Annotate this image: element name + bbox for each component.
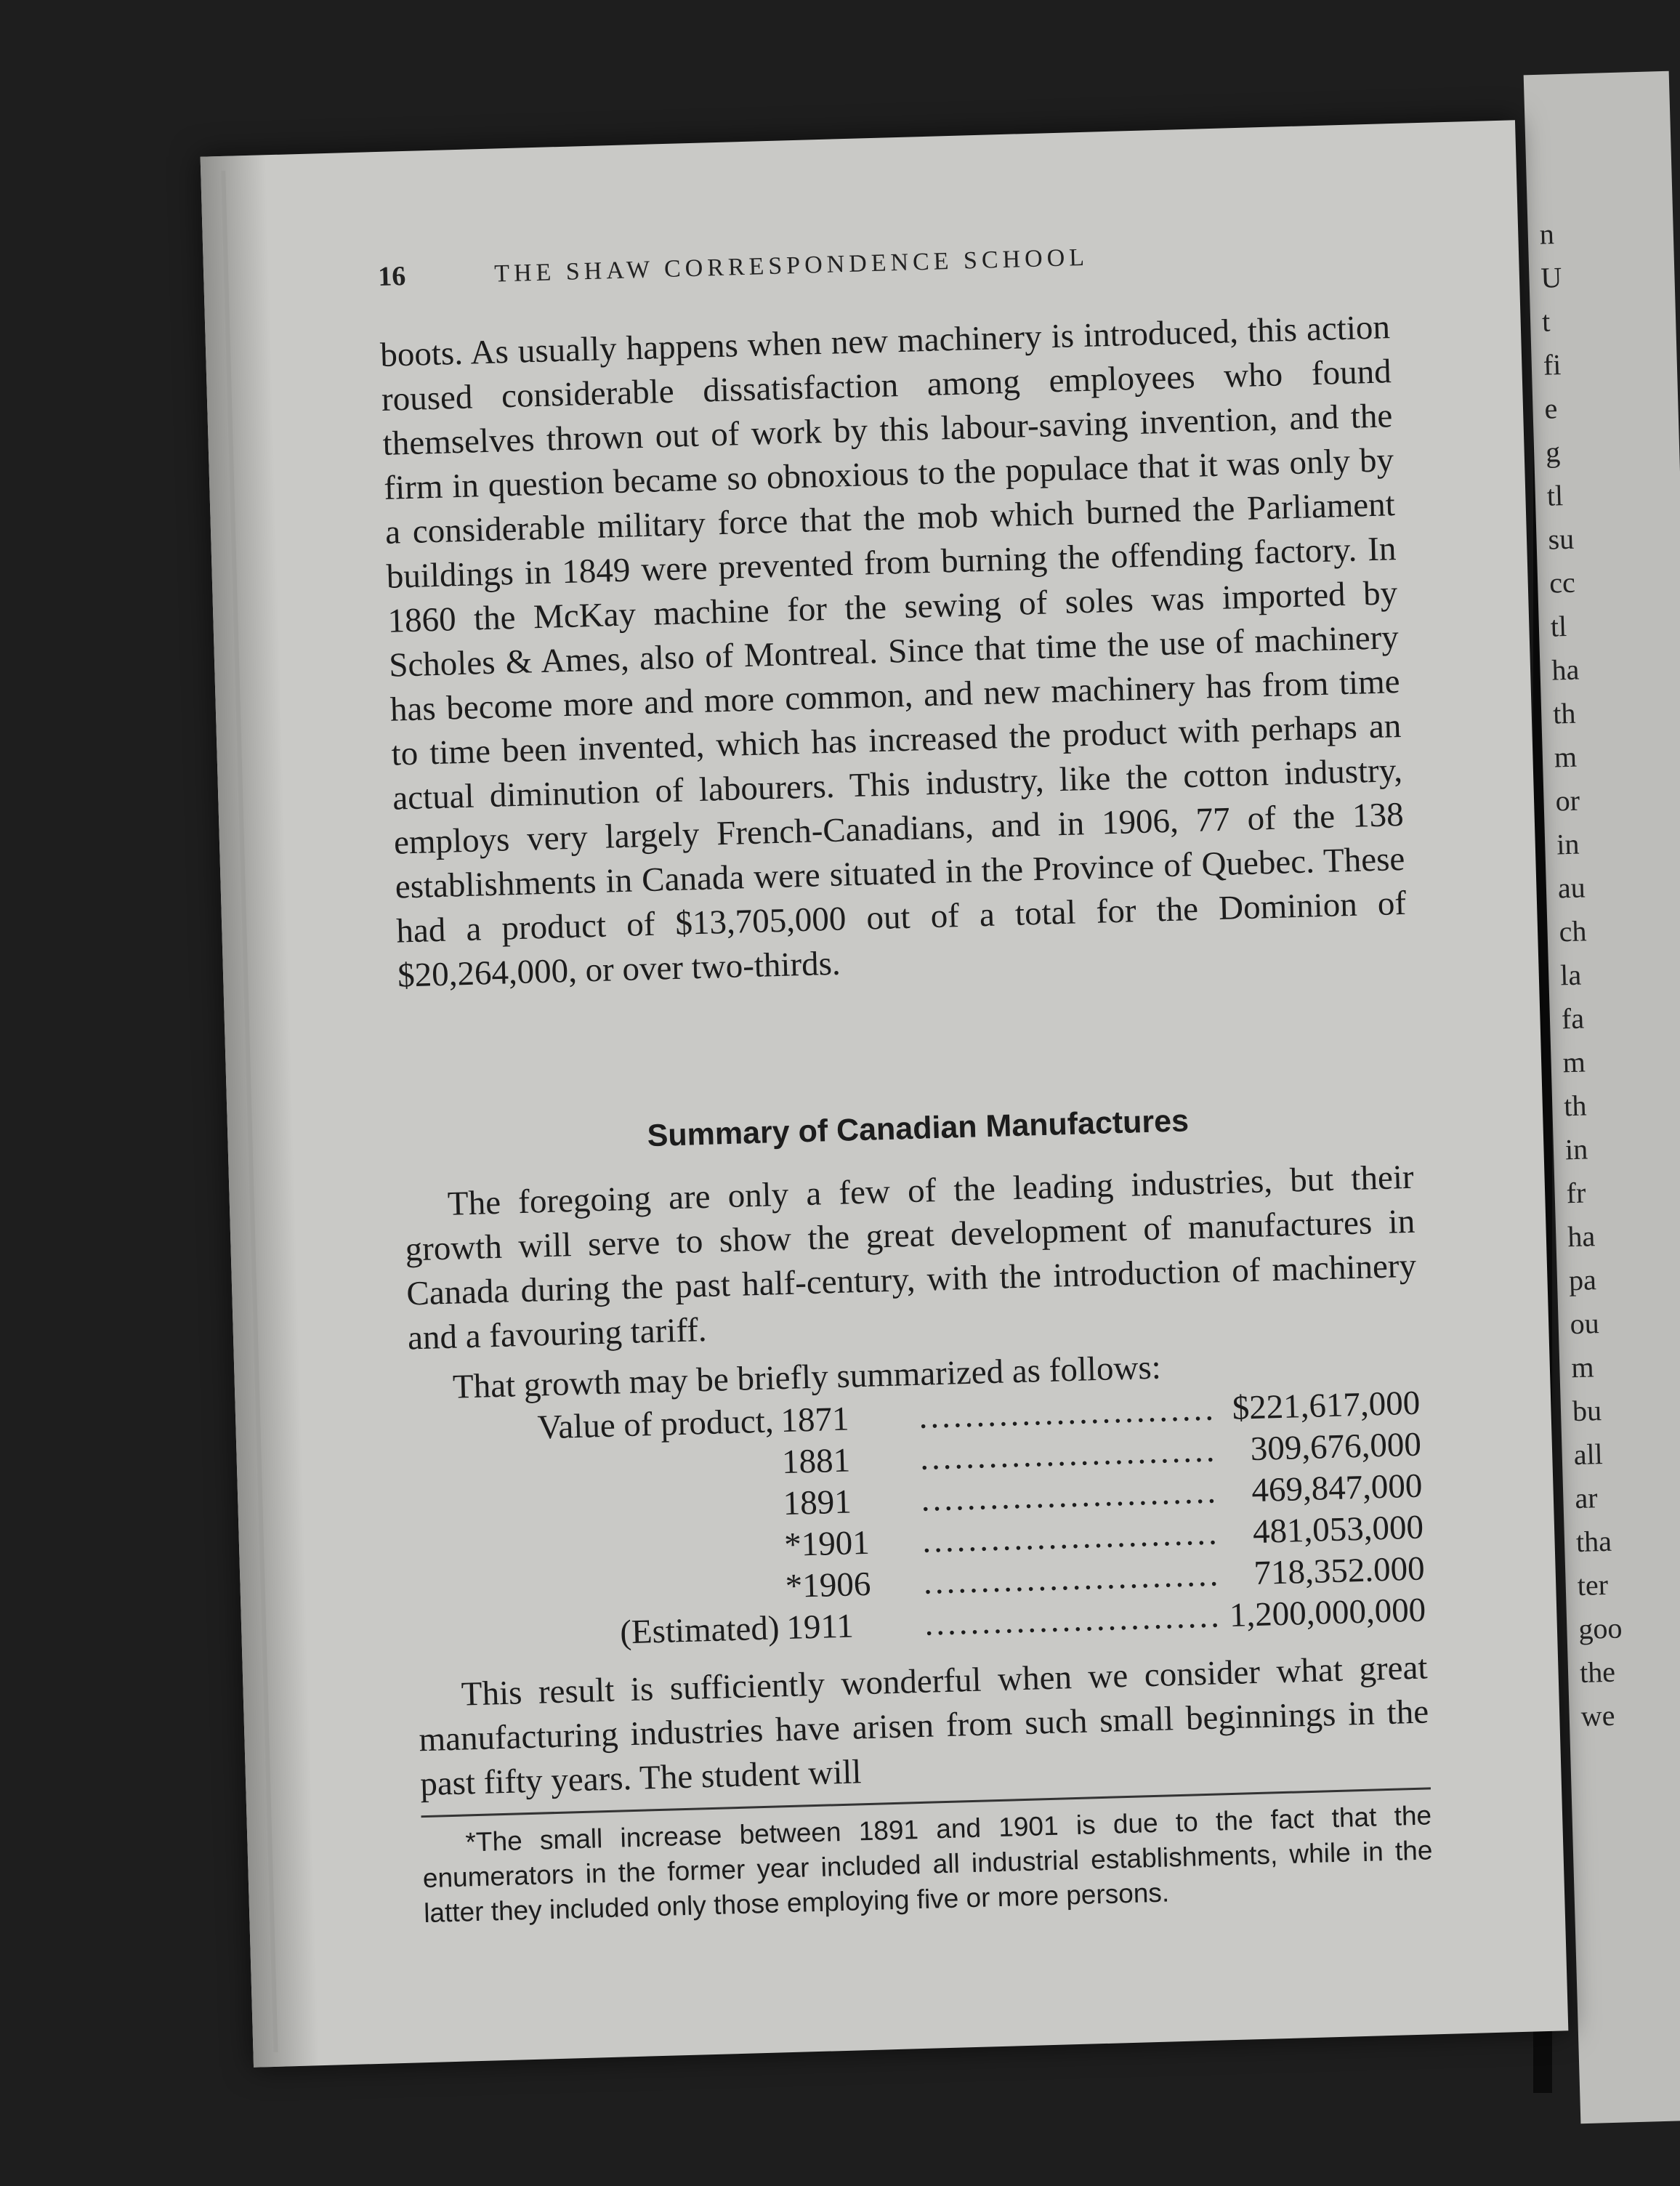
row-value: 1,200,000,000 xyxy=(1229,1591,1426,1635)
row-value: $221,617,000 xyxy=(1232,1384,1421,1427)
body-paragraph-1 xyxy=(380,305,1408,998)
facing-fragment: su xyxy=(1547,522,1575,556)
row-value: 481,053,000 xyxy=(1252,1508,1424,1552)
facing-fragment: goo xyxy=(1578,1611,1623,1646)
facing-fragment: e xyxy=(1543,392,1558,425)
facing-fragment: au xyxy=(1557,871,1586,905)
dot-leader: .......................... xyxy=(924,1597,1223,1643)
summary-table xyxy=(410,1383,1426,1660)
paragraph-text: boots. As usually happens when new machinery is introduced, this action roused considerable dissatisfaction among employees who found themselves thrown out of work by this labour-saving invention, and the firm in question became so obnoxious to the populace that it was only by a considerable military force that the mob which burned the Parliament buildings in 1849 were prevented from burning the offending factory. In 1860 the McKay machine for the sewing of soles was imported by Scholes & Ames, also of Montreal. Since that time the use of machinery has become more and more common, and new machinery has from time to time been invented, which has increased the product with perhaps an actual diminution of labourers. This industry, like the cotton industry, employs very largely French-Canadians, and in 1906, 77 of the 138 establishments in Canada were situated in the Province of Quebec. These had a product of $13,705,000 out of a total for the Dominion of $20,264,000, or over two-thirds. xyxy=(379,308,1407,995)
facing-fragment: all xyxy=(1573,1437,1604,1472)
section-heading: Summary of Canadian Manufactures xyxy=(647,1103,1190,1154)
facing-fragment: fi xyxy=(1543,348,1562,382)
facing-fragment: th xyxy=(1552,696,1576,730)
facing-fragment: in xyxy=(1556,827,1580,861)
facing-fragment: fa xyxy=(1561,1001,1585,1036)
facing-fragment: the xyxy=(1579,1655,1616,1690)
facing-fragment: fr xyxy=(1566,1176,1586,1210)
facing-fragment: m xyxy=(1562,1045,1586,1079)
facing-fragment: pa xyxy=(1568,1263,1597,1297)
facing-fragment: ch xyxy=(1558,914,1587,948)
dot-leader: .......................... xyxy=(919,1431,1219,1477)
facing-fragment: ar xyxy=(1574,1481,1599,1515)
row-year: 1891 xyxy=(782,1483,852,1523)
row-value: 469,847,000 xyxy=(1251,1467,1423,1510)
row-year: *1906 xyxy=(785,1565,872,1606)
facing-fragment: tha xyxy=(1575,1524,1612,1559)
footnote: *The small increase between 1891 and 1901 is due to the fact that the enumerators in the former year included all industrial establishments, while in the latter they included only those employing five or more persons. xyxy=(422,1800,1433,1929)
row-year: 1881 xyxy=(781,1441,851,1482)
row-year: 1871 xyxy=(780,1400,850,1440)
facing-fragment: ter xyxy=(1577,1568,1609,1602)
facing-fragment: tl xyxy=(1550,609,1567,643)
page-number: 16 xyxy=(377,260,406,293)
running-head: THE SHAW CORRESPONDENCE SCHOOL xyxy=(493,243,1089,288)
facing-fragment: we xyxy=(1580,1698,1616,1733)
facing-fragment: ou xyxy=(1570,1307,1600,1341)
dot-leader: .......................... xyxy=(923,1555,1221,1602)
row-year: *1901 xyxy=(783,1523,871,1565)
dot-leader: .......................... xyxy=(920,1472,1219,1519)
facing-fragment: in xyxy=(1564,1132,1588,1166)
facing-fragment: bu xyxy=(1572,1394,1602,1428)
row-label: Value of product, xyxy=(536,1402,775,1447)
book-page xyxy=(201,120,1569,2068)
dot-leader: .......................... xyxy=(918,1390,1217,1436)
facing-fragment: th xyxy=(1563,1089,1588,1123)
page-header xyxy=(378,233,1396,304)
facing-fragment: U xyxy=(1540,260,1562,294)
dot-leader: .......................... xyxy=(921,1514,1221,1560)
page-gutter-shadow xyxy=(201,155,319,2067)
facing-fragment: la xyxy=(1559,958,1582,992)
facing-fragment: m xyxy=(1570,1350,1595,1384)
facing-fragment: cc xyxy=(1548,565,1576,600)
facing-fragment: t xyxy=(1541,304,1551,338)
facing-fragment: ha xyxy=(1567,1219,1596,1254)
body-paragraph-3: This result is sufficiently wonderful when we consider what great manufacturing industries have arisen from such small beginnings in the past fifty years. The student will xyxy=(418,1648,1429,1804)
facing-fragment: tl xyxy=(1546,479,1564,512)
row-value: 718,352.000 xyxy=(1253,1549,1426,1593)
facing-fragment: ha xyxy=(1551,653,1580,687)
row-label: (Estimated) xyxy=(619,1609,780,1652)
table-intro: That growth may be briefly summarized as follows: xyxy=(452,1348,1162,1406)
facing-fragment: n xyxy=(1539,217,1555,251)
facing-fragment: or xyxy=(1554,783,1580,818)
row-year: 1911 xyxy=(786,1607,855,1647)
facing-fragment: g xyxy=(1545,435,1561,469)
row-value: 309,676,000 xyxy=(1250,1425,1422,1469)
body-paragraph-2: The foregoing are only a few of the leading industries, but their growth will serve to show the great development of manufactures in Canada during the past half-century, with the introduction of machinery and a favouring tariff. xyxy=(405,1158,1417,1358)
facing-fragment: m xyxy=(1554,740,1578,774)
